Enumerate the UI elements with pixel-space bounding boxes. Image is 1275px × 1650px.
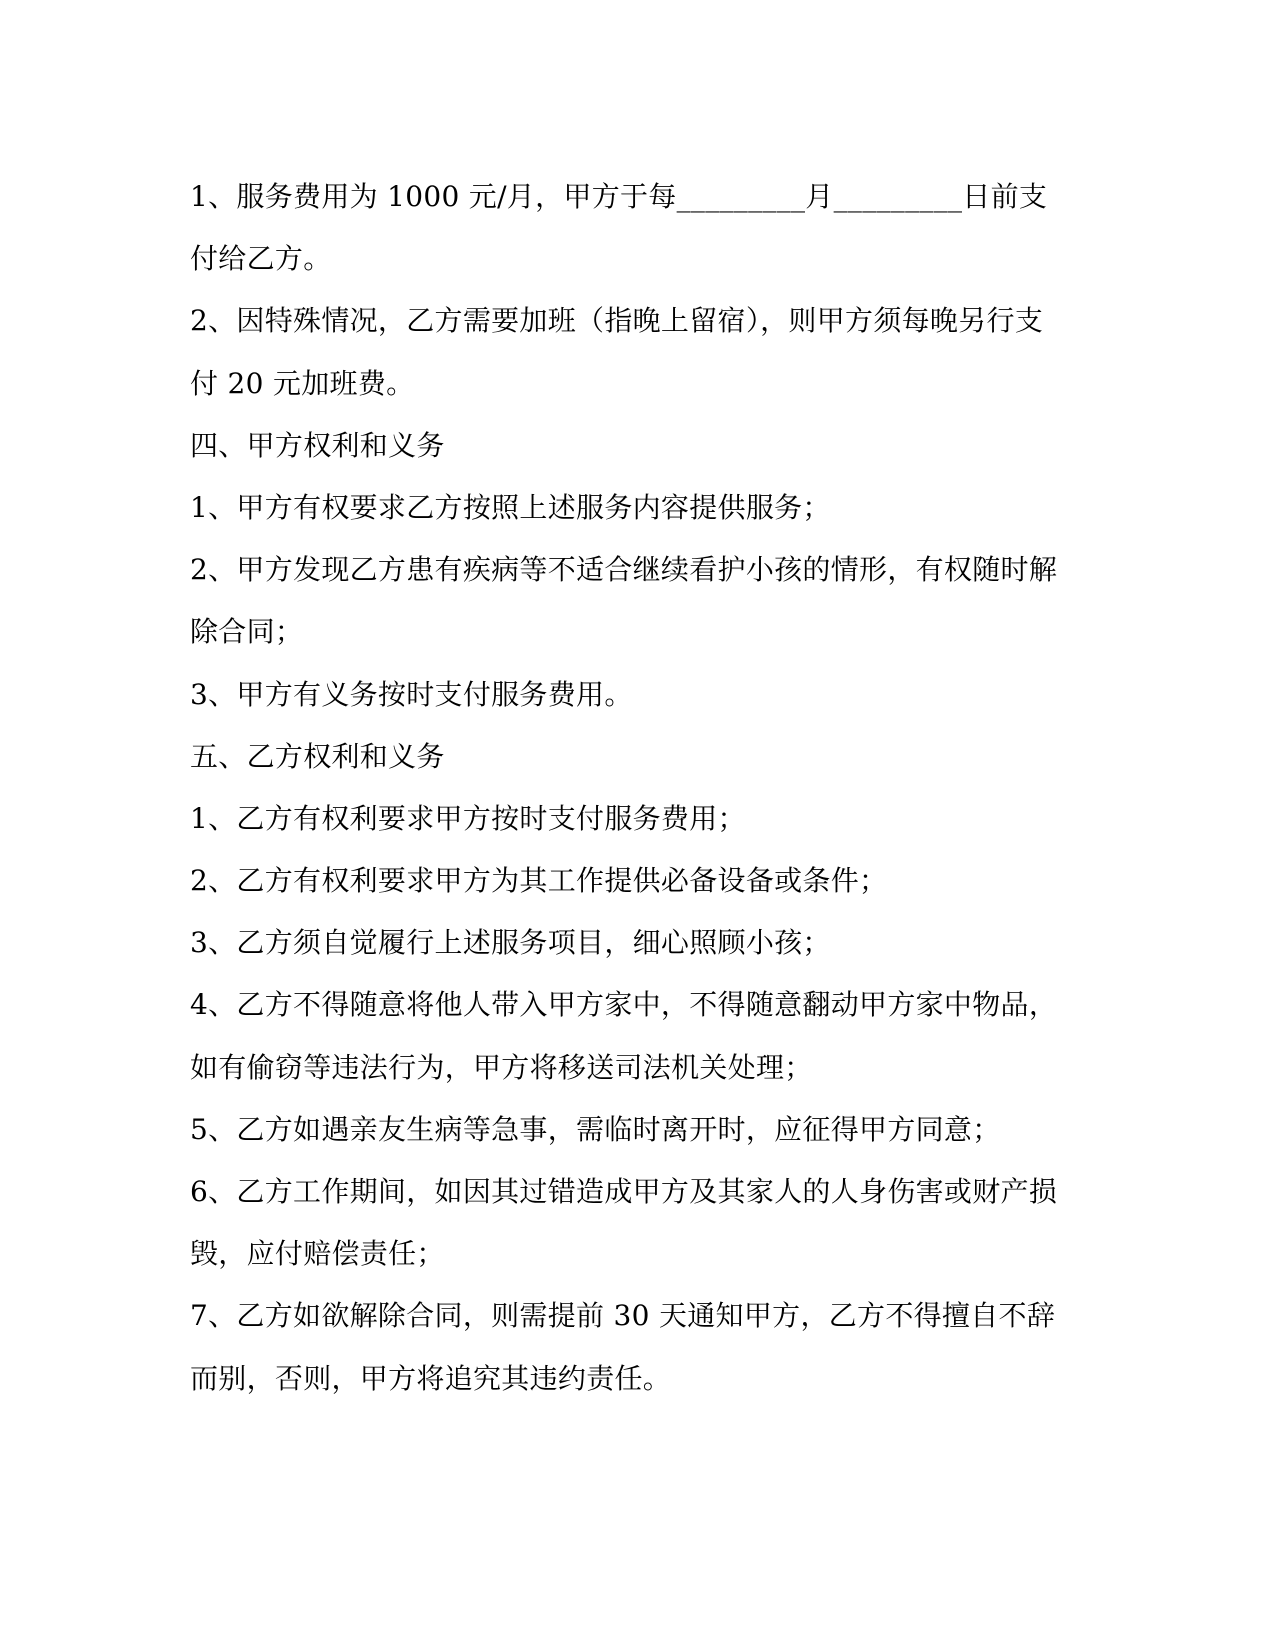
- text-line-party-b-5: 5、乙方如遇亲友生病等急事，需临时离开时，应征得甲方同意；: [190, 1112, 1001, 1146]
- text-line-party-a-right-2b: 除合同；: [190, 615, 304, 649]
- text-line-overtime-2: 付 20 元加班费。: [190, 366, 415, 400]
- text-line-party-b-6b: 毁，应付赔偿责任；: [190, 1237, 445, 1271]
- text-line-party-b-7a: 7、乙方如欲解除合同，则需提前 30 天通知甲方，乙方不得擅自不辞: [190, 1299, 1056, 1333]
- text-line-party-b-1: 1、乙方有权利要求甲方按时支付服务费用；: [190, 801, 746, 835]
- text-line-party-a-duty-3: 3、甲方有义务按时支付服务费用。: [190, 677, 633, 711]
- text-line-party-a-right-1: 1、甲方有权要求乙方按照上述服务内容提供服务；: [190, 490, 831, 524]
- text-line-fee-2: 付给乙方。: [190, 242, 332, 276]
- text-line-party-b-6a: 6、乙方工作期间，如因其过错造成甲方及其家人的人身伤害或财产损: [190, 1175, 1058, 1208]
- text-line-party-b-2: 2、乙方有权利要求甲方为其工作提供必备设备或条件；: [190, 864, 888, 898]
- section-heading-party-b: 五、乙方权利和义务: [190, 739, 445, 773]
- text-line-party-a-right-2a: 2、甲方发现乙方患有疾病等不适合继续看护小孩的情形，有权随时解: [190, 553, 1058, 587]
- text-line-fee-1: 1、服务费用为 1000 元/月，甲方于每_________月_________日前支: [190, 180, 1048, 213]
- section-heading-party-a: 四、甲方权利和义务: [190, 428, 445, 462]
- text-line-party-b-4b: 如有偷窃等违法行为，甲方将移送司法机关处理；: [190, 1050, 813, 1084]
- text-line-overtime-1: 2、因特殊情况，乙方需要加班（指晚上留宿），则甲方须每晚另行支: [190, 304, 1044, 338]
- contract-body: [190, 166, 1080, 1410]
- text-line-party-b-3: 3、乙方须自觉履行上述服务项目，细心照顾小孩；: [190, 926, 831, 960]
- text-line-party-b-4a: 4、乙方不得随意将他人带入甲方家中，不得随意翻动甲方家中物品，: [190, 988, 1058, 1022]
- text-line-party-b-7b: 而别，否则，甲方将追究其违约责任。: [190, 1361, 672, 1395]
